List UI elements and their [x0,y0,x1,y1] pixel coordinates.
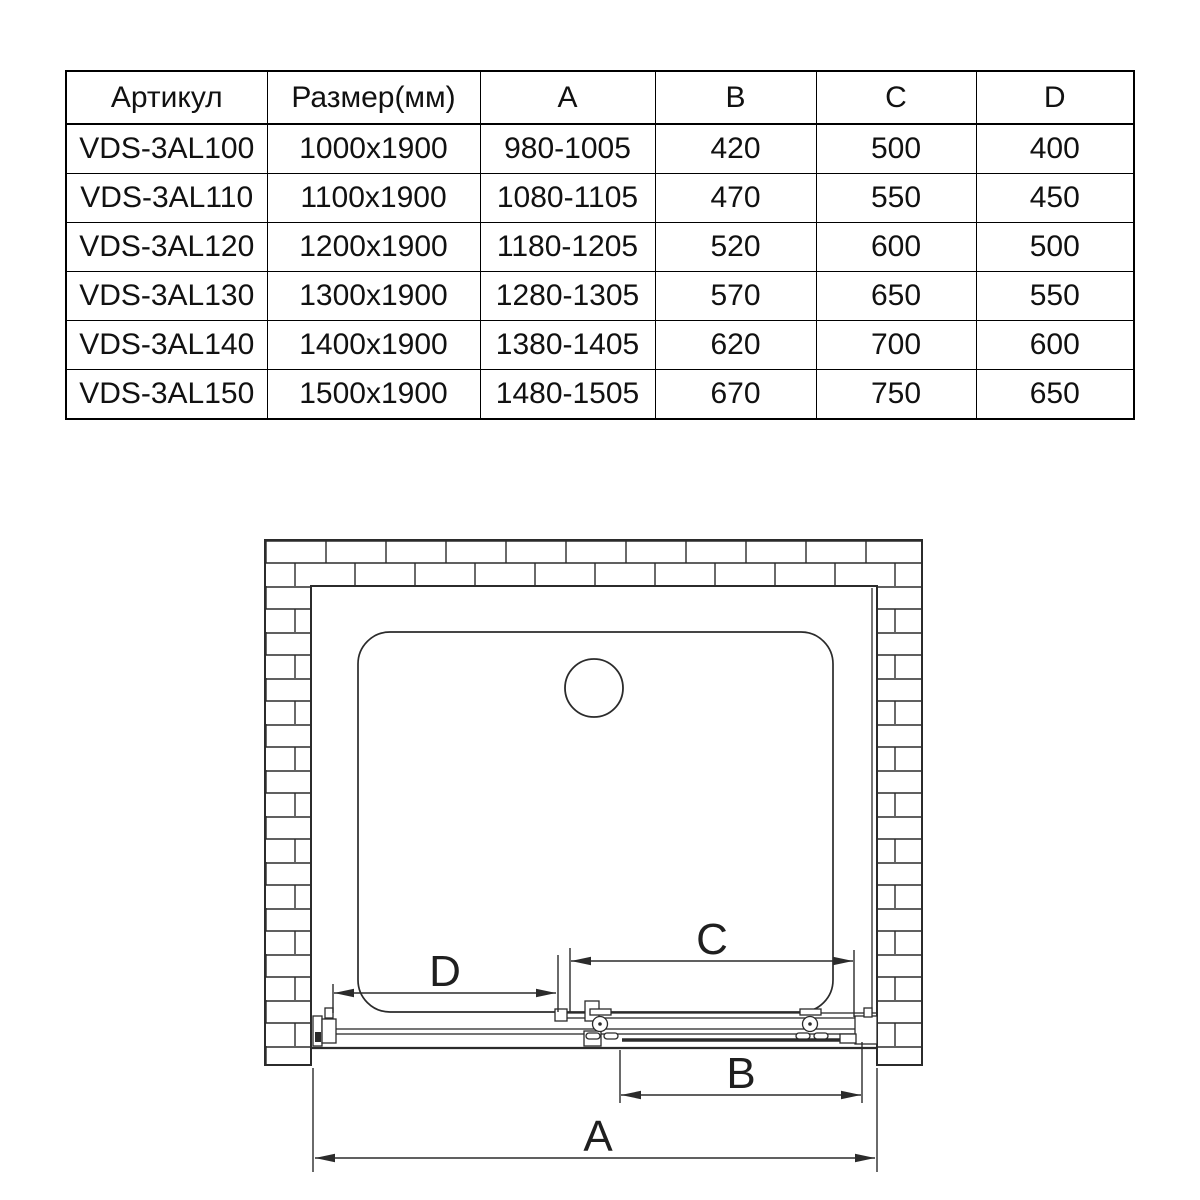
cell-c: 650 [816,272,976,321]
cell-c: 600 [816,223,976,272]
cell-a: 1480-1505 [480,370,655,420]
roller-pad [586,1033,600,1039]
col-header-artikul: Артикул [66,71,267,124]
cell-b: 570 [655,272,816,321]
cell-d: 550 [976,272,1134,321]
cell-razmer: 1300x1900 [267,272,480,321]
roller-axle [808,1022,812,1026]
profile-hook [325,1008,333,1018]
cell-razmer: 1500x1900 [267,370,480,420]
cell-razmer: 1000x1900 [267,124,480,174]
cell-artikul: VDS-3AL110 [66,174,267,223]
door-track-assembly [311,1001,877,1048]
profile-notch [315,1032,321,1042]
dim-label-d: D [429,947,461,996]
cell-d: 450 [976,174,1134,223]
col-header-razmer: Размер(мм) [267,71,480,124]
cell-artikul: VDS-3AL140 [66,321,267,370]
cell-razmer: 1400x1900 [267,321,480,370]
cell-a: 1380-1405 [480,321,655,370]
cell-artikul: VDS-3AL100 [66,124,267,174]
cell-b: 670 [655,370,816,420]
roller-axle [598,1022,602,1026]
cell-a: 980-1005 [480,124,655,174]
cell-artikul: VDS-3AL150 [66,370,267,420]
roller-pad [814,1033,828,1039]
profile-hook [864,1008,872,1017]
cell-a: 1180-1205 [480,223,655,272]
cell-b: 620 [655,321,816,370]
cell-c: 700 [816,321,976,370]
cell-a: 1080-1105 [480,174,655,223]
dim-label-a: A [583,1112,613,1161]
roller-bracket [800,1009,821,1015]
cell-d: 400 [976,124,1134,174]
cell-c: 500 [816,124,976,174]
wall-outline [265,540,922,1065]
profile-block [855,1016,877,1044]
roller-pad [796,1033,810,1039]
cell-b: 520 [655,223,816,272]
dim-label-c: C [696,915,728,964]
cell-a: 1280-1305 [480,272,655,321]
roller-bracket [590,1009,611,1015]
roller-pad [604,1033,618,1039]
cell-d: 650 [976,370,1134,420]
col-header-b: B [655,71,816,124]
cell-artikul: VDS-3AL120 [66,223,267,272]
profile-block [322,1019,336,1043]
upper-rail [566,1013,877,1018]
cell-c: 550 [816,174,976,223]
cell-b: 420 [655,124,816,174]
cell-d: 500 [976,223,1134,272]
dimension-c [570,915,854,1017]
brick-wall [265,540,922,1065]
cell-razmer: 1200x1900 [267,223,480,272]
cell-artikul: VDS-3AL130 [66,272,267,321]
dim-label-b: B [726,1049,756,1098]
wall-profile-left [313,1008,336,1046]
col-header-a: A [480,71,655,124]
dimension-a [313,1068,877,1172]
profile-block [840,1034,856,1043]
cell-c: 750 [816,370,976,420]
cell-d: 600 [976,321,1134,370]
rail-end-cap [555,1009,567,1021]
cell-b: 470 [655,174,816,223]
drain-circle [565,659,623,717]
col-header-d: D [976,71,1134,124]
dimension-b [620,1042,862,1103]
col-header-c: C [816,71,976,124]
cell-razmer: 1100x1900 [267,174,480,223]
